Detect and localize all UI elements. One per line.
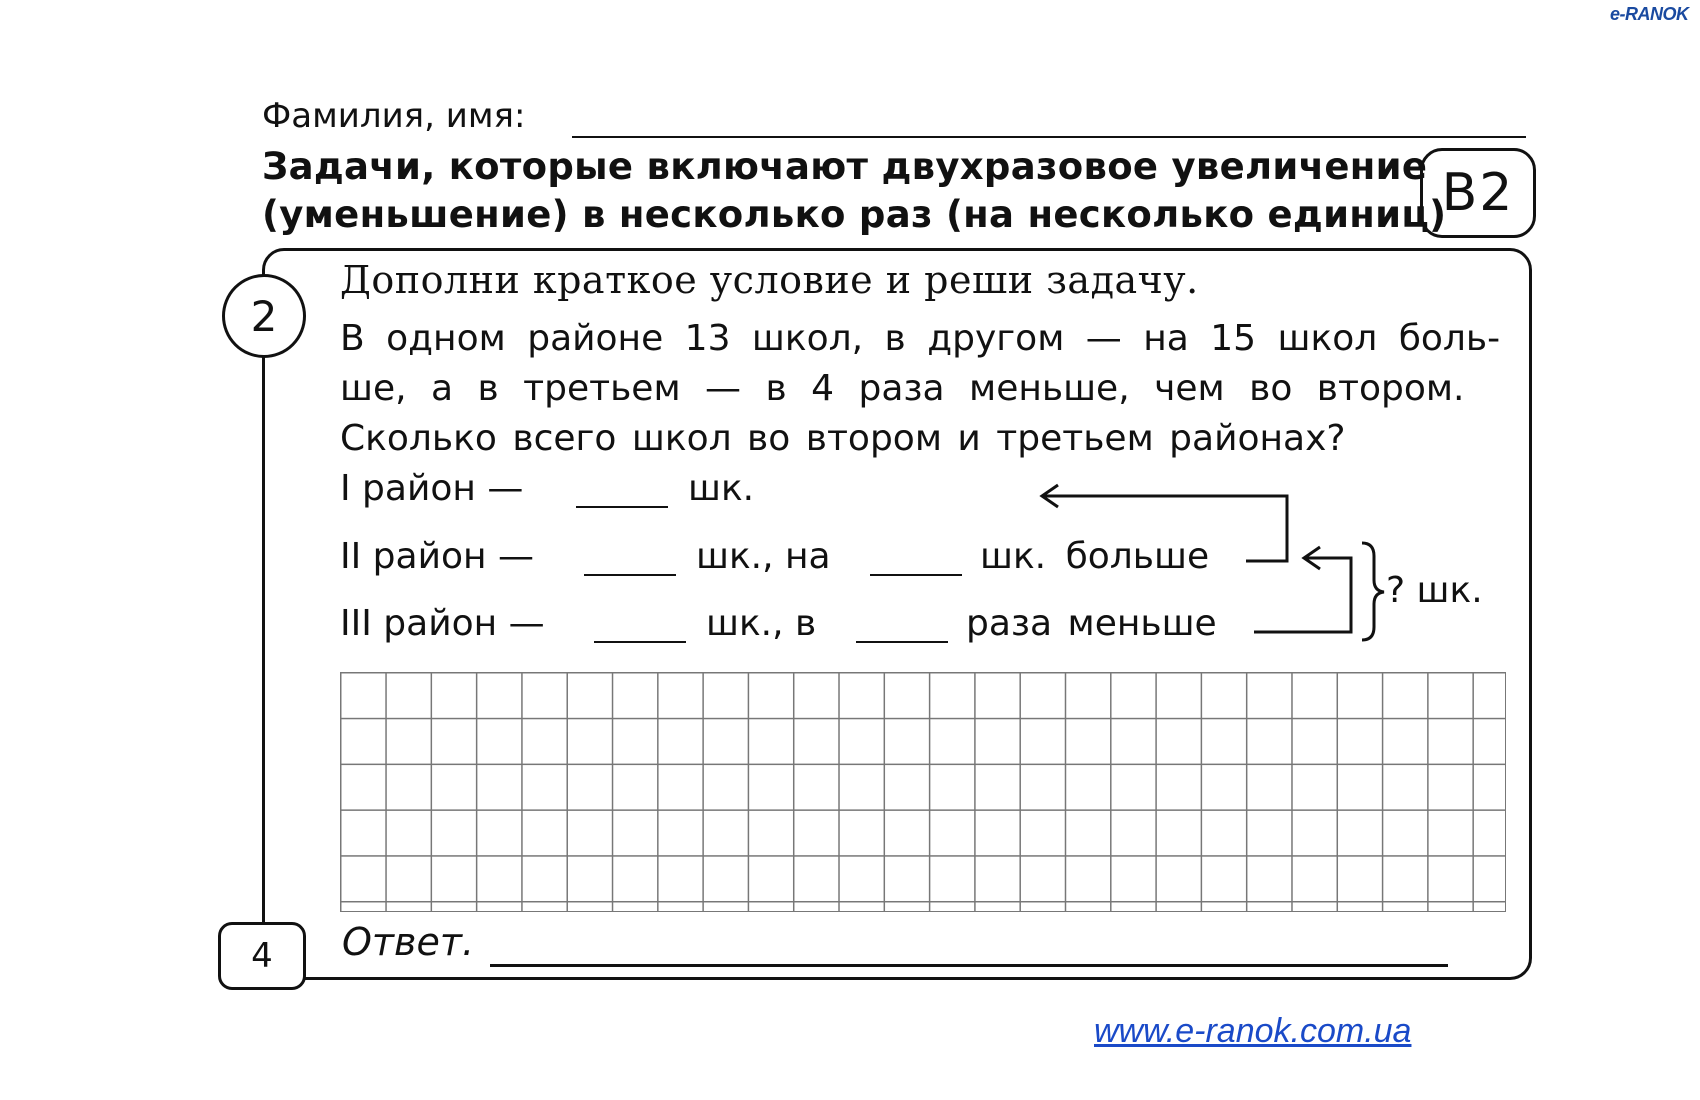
- row1-count-blank[interactable]: [576, 506, 668, 508]
- condition-row3-tail: раза меньше: [966, 603, 1217, 644]
- condition-row2-label: II район —: [340, 536, 534, 577]
- variant-badge: B2: [1420, 148, 1536, 238]
- row2-difference-blank[interactable]: [870, 574, 962, 576]
- answer-label: Ответ.: [342, 920, 475, 964]
- total-question-label: ? шк.: [1386, 570, 1483, 611]
- condition-row1-label: I район —: [340, 468, 524, 509]
- task-instruction: Дополни краткое условие и реши задачу.: [340, 258, 1199, 302]
- problem-text-line: В одном районе 13 школ, в другом — на 15 школ боль-: [340, 318, 1501, 359]
- condition-row1-unit: шк.: [688, 468, 755, 509]
- name-field-label: Фамилия, имя:: [262, 96, 526, 136]
- solution-grid[interactable]: [340, 672, 1506, 912]
- points-badge: 4: [218, 922, 306, 990]
- condition-row2-unit: шк., на: [696, 536, 831, 577]
- publisher-logo: e-RANOK: [1610, 4, 1689, 24]
- condition-row3-unit: шк., в: [706, 603, 817, 644]
- condition-row3-label: III район —: [340, 603, 545, 644]
- row2-count-blank[interactable]: [584, 574, 676, 576]
- answer-input-line[interactable]: [490, 964, 1448, 967]
- task-number-circle: 2: [222, 274, 306, 358]
- condition-row2-tail: шк. больше: [980, 536, 1210, 577]
- row3-count-blank[interactable]: [594, 641, 686, 643]
- worksheet-title-line-1: Задачи, которые включают двухразовое увеличение: [262, 145, 1428, 188]
- problem-text-line: ше, а в третьем — в 4 раза меньше, чем во втором.: [340, 368, 1465, 409]
- name-input-line[interactable]: [572, 136, 1526, 138]
- worksheet-title-line-2: (уменьшение) в несколько раз (на несколько единиц): [262, 193, 1447, 236]
- website-link[interactable]: www.e-ranok.com.ua: [1094, 1012, 1412, 1050]
- problem-text-line: Сколько всего школ во втором и третьем районах?: [340, 418, 1346, 459]
- row3-ratio-blank[interactable]: [856, 641, 948, 643]
